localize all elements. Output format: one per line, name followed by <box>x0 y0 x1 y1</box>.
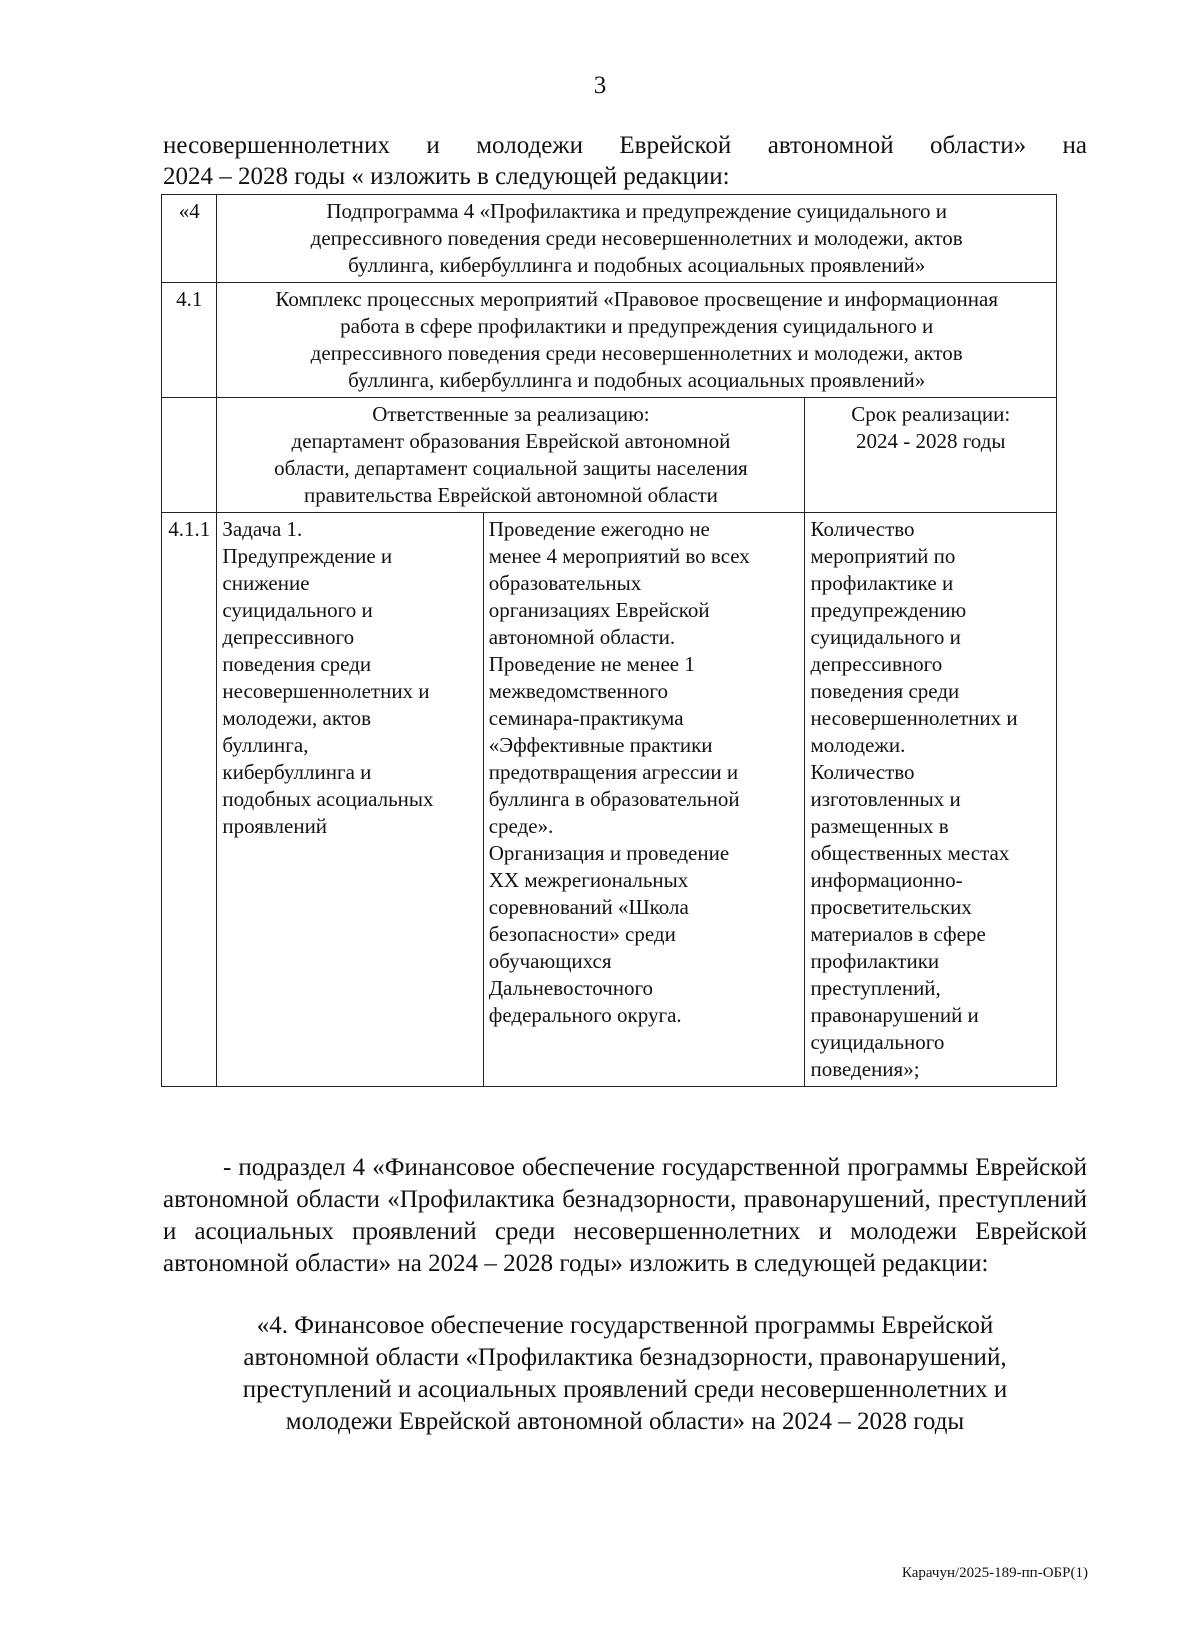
complex-number: 4.1 <box>162 283 217 398</box>
implementation-term: Срок реализации: 2024 - 2028 годы <box>805 398 1057 513</box>
task-indicators: Количество мероприятий по профилактике и предупреждению суицидального и депрессивного поведения среди несовершеннолетних и молодежи. Количество изготовленных и размещенных в общественных местах информационно- просветительских материалов в сфере профилактики преступлений, правонарушений и суицидального поведения»; <box>805 513 1057 1087</box>
program-table <box>161 194 1057 1087</box>
responsible-executors: Ответственные за реализацию: департамент образования Еврейской автономной области, департамент социальной защиты населения правительства Еврейской автономной области <box>217 398 805 513</box>
document-code: Карачун/2025-189-пп-ОБР(1) <box>901 1565 1088 1581</box>
task-activities: Проведение ежегодно не менее 4 мероприятий во всех образовательных организациях Еврейской автономной области. Проведение не менее 1 межведомственного семинара-практикума «Эффективные практики предотвращения агрессии и буллинга в образовательной среде». Организация и проведение XX межрегиональных соревнований «Школа безопасности» среди обучающихся Дальневосточного федерального округа. <box>483 513 805 1087</box>
page-number: 3 <box>593 72 607 99</box>
table-row-task <box>162 513 1057 1087</box>
intro-line-1: несовершеннолетних и молодежи Еврейской автономной области» на <box>163 132 1087 159</box>
intro-paragraph <box>163 130 1087 192</box>
task-number: 4.1.1 <box>162 513 217 1087</box>
table-row-complex <box>162 283 1057 398</box>
empty-number-cell <box>162 398 217 513</box>
table-row-responsible <box>162 398 1057 513</box>
subprogram-title: Подпрограмма 4 «Профилактика и предупреждение суицидального и депрессивного поведения среди несовершеннолетних и молодежи, актов буллинга, кибербуллинга и подобных асоциальных проявлений» <box>217 195 1057 283</box>
task-description: Задача 1. Предупреждение и снижение суицидального и депрессивного поведения среди несовершеннолетних и молодежи, актов буллинга, кибербуллинга и подобных асоциальных проявлений <box>217 513 483 1087</box>
section-heading: «4. Финансовое обеспечение государственной программы Еврейской автономной области «Профилактика безнадзорности, правонарушений, преступлений и асоциальных проявлений среди несовершеннолетних и молодежи Еврейской автономной области» на 2024 – 2028 годы <box>242 1312 1008 1435</box>
subprogram-number: «4 <box>162 195 217 283</box>
subsection-paragraph: - подраздел 4 «Финансовое обеспечение государственной программы Еврейской автономной области «Профилактика безнадзорности, правонарушений, преступлений и асоциальных проявлений среди несовершеннолетних и молодежи Еврейской автономной области» на 2024 – 2028 годы» изложить в следующей редакции: <box>163 1154 1087 1277</box>
complex-title: Комплекс процессных мероприятий «Правовое просвещение и информационная работа в сфере профилактики и предупреждения суицидального и депрессивного поведения среди несовершеннолетних и молодежи, актов буллинга, кибербуллинга и подобных асоциальных проявлений» <box>217 283 1057 398</box>
intro-line-2: 2024 – 2028 годы « изложить в следующей редакции: <box>163 163 730 190</box>
table-row-subprogram <box>162 195 1057 283</box>
